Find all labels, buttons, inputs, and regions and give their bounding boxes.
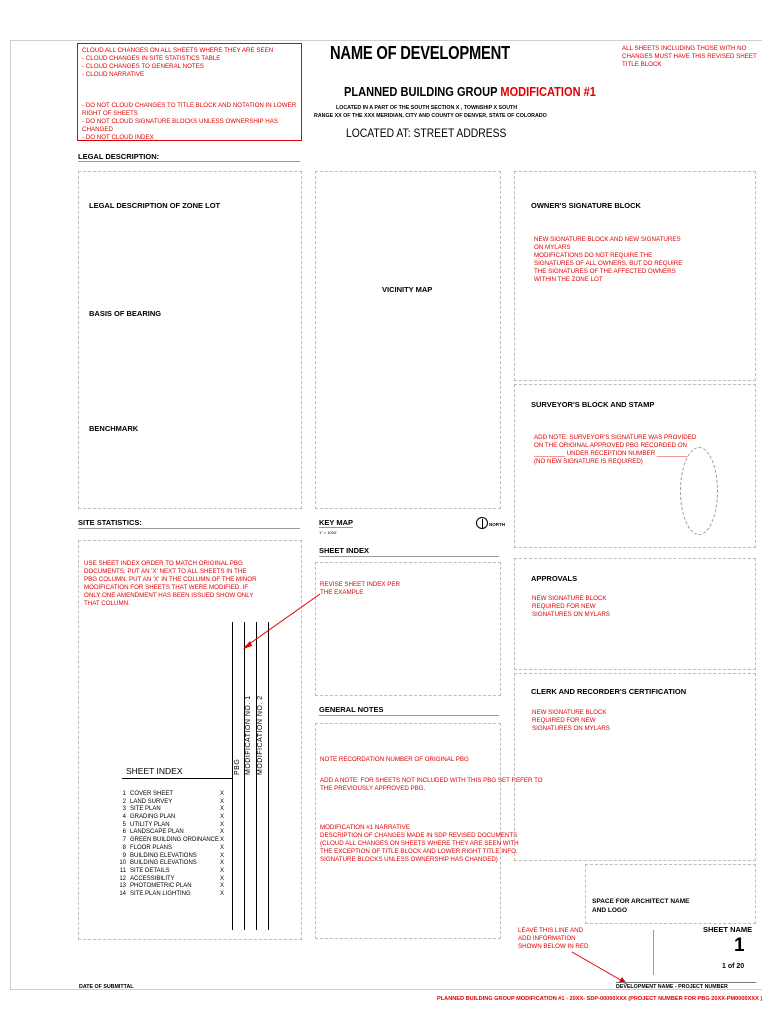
- sheet-index-row: [113, 883, 230, 891]
- sheet-index-title-rule: [122, 778, 232, 779]
- col-mod2-label: MODIFICATION NO. 2: [257, 695, 264, 775]
- north-label: NORTH: [489, 522, 505, 527]
- general-notes-rule: [319, 715, 499, 716]
- sheet-index-number: 8: [122, 844, 126, 851]
- title-block-divider: [653, 930, 654, 975]
- sheet-index-number: 10: [119, 860, 126, 867]
- sheet-index-pbg-mark: X: [220, 814, 225, 821]
- surveyor-note: ADD NOTE: SURVEYOR'S SIGNATURE WAS PROVIDED ON THE ORIGINAL APPROVED PBG RECORDED ON _________ UNDER RECEPTION NUMBER _________ (NO NEW SIGNATURE IS REQUIRED): [534, 434, 697, 465]
- sheet-index-pbg-mark: X: [220, 821, 225, 828]
- sheet-index-pbg-mark: X: [220, 798, 225, 805]
- sheet-index-number: 1: [122, 791, 126, 797]
- col-pbg-label: PBG: [234, 758, 241, 775]
- date-of-submittal: DATE OF SUBMITTAL: [79, 984, 134, 990]
- sheet-index-block-rule: [319, 556, 499, 557]
- sheet-index-row: [113, 876, 230, 884]
- architect-label: SPACE FOR ARCHITECT NAME AND LOGO: [592, 898, 690, 914]
- sheet-index-name: GRADING PLAN: [130, 814, 176, 821]
- surveyor-stamp-circle: [680, 447, 718, 535]
- sheet-index-col-rule-2: [244, 622, 245, 930]
- sheet-index-row: [113, 799, 230, 807]
- key-map-heading: KEY MAP: [319, 518, 354, 527]
- architect-box: [585, 864, 756, 924]
- sheet-index-number: 4: [122, 814, 126, 821]
- sheet-index-number: 5: [122, 821, 126, 828]
- pbg-label: PLANNED BUILDING GROUP: [344, 84, 498, 99]
- sheet-index-block-heading: SHEET INDEX: [319, 546, 370, 555]
- sheet-index-name: ACCESSIBILITY: [130, 875, 175, 882]
- sheet-index-name: SITE PLAN LIGHTING: [130, 890, 191, 897]
- zone-lot-label: LEGAL DESCRIPTION OF ZONE LOT: [89, 201, 221, 210]
- sheet-index-name: BUILDING ELEVATIONS: [130, 852, 197, 859]
- pbg-title: [344, 84, 596, 99]
- sheet-index-pbg-mark: X: [220, 806, 225, 813]
- cloud-notes-box: [77, 43, 302, 141]
- sheet-index-name: COVER SHEET: [130, 791, 174, 797]
- sheet-index-row: [113, 829, 230, 837]
- sheet-index-pbg-mark: X: [220, 883, 225, 890]
- owners-signature-heading: OWNER'S SIGNATURE BLOCK: [531, 201, 641, 210]
- development-project-number: DEVELOPMENT NAME - PROJECT NUMBER: [616, 984, 728, 990]
- sheet-index-number: 14: [119, 890, 126, 897]
- general-note-3: MODIFICATION #1 NARRATIVE DESCRIPTION OF CHANGES MADE IN SDP REVISED DOCUMENTS (CLOUD ALL CHANGES ON SHEETS WHERE THEY ARE SEEN WITH THE EXCEPTION OF TITLE BLOCK AND LOWER RIGHT TITLE INFO. SIGNATURE BLOCKS UNLESS OWNERSHIP HAS CHANGED): [320, 824, 519, 863]
- surveyor-heading: SURVEYOR'S BLOCK AND STAMP: [531, 400, 655, 409]
- site-statistics-rule: [78, 528, 300, 529]
- sheet-index-name: SITE DETAILS: [130, 867, 170, 874]
- leave-line-note: LEAVE THIS LINE AND ADD INFORMATION SHOWN BELOW IN RED: [518, 927, 589, 950]
- legal-heading-rule: [78, 161, 300, 162]
- site-statistics-note: USE SHEET INDEX ORDER TO MATCH ORIGINAL PBG DOCUMENTS; PUT AN 'X' NEXT TO ALL SHEETS IN THE PBG COLUMN. PUT AN 'X' IN THE COLUMN OF THE MINOR MODIFICATION FOR SHEETS THAT WERE MODIFIED. IF ONLY ONE AMENDMENT HAS BEEN ISSUED SHOW ONLY THAT COLUMN.: [84, 560, 257, 607]
- sheet-index-list: [113, 791, 230, 899]
- location-line-1: LOCATED IN A PART OF THE SOUTH SECTION X , TOWNSHIP X SOUTH: [336, 105, 518, 111]
- sheet-index-row: [113, 837, 230, 845]
- basis-of-bearing-label: BASIS OF BEARING: [89, 309, 162, 318]
- approvals-note: NEW SIGNATURE BLOCK REQUIRED FOR NEW SIGNATURES ON MYLARS: [532, 595, 610, 618]
- key-map-scale: 1" = 1000': [319, 530, 337, 535]
- sheet-index-block-note: REVISE SHEET INDEX PER THE EXAMPLE: [320, 581, 401, 596]
- sheet-index-number: 6: [122, 829, 126, 836]
- sheet-index-number: 3: [122, 806, 126, 813]
- sheet-index-name: GREEN BUILDING ORDINANCE: [130, 837, 220, 844]
- sheet-index-name: LANDSCAPE PLAN: [130, 829, 184, 836]
- modification-label: MODIFICATION #1: [500, 84, 596, 99]
- sheet-index-row: [113, 822, 230, 830]
- sheet-index-title: SHEET INDEX: [126, 766, 183, 776]
- general-note-2: ADD A NOTE: FOR SHEETS NOT INCLUDED WITH THIS PBG SET REFER TO THE PREVIOUSLY APPROVED PBG.: [320, 777, 543, 792]
- cloud-notes-text-1: CLOUD ALL CHANGES ON ALL SHEETS WHERE THEY ARE SEEN - CLOUD CHANGES IN SITE STATISTICS TABLE - CLOUD CHANGES TO GENERAL NOTES - CLOUD NARRATIVE: [82, 47, 274, 78]
- clerk-note: NEW SIGNATURE BLOCK REQUIRED FOR NEW SIGNATURES ON MYLARS: [532, 709, 610, 732]
- sheet-number: 1: [734, 935, 745, 956]
- sheet-index-row: [113, 868, 230, 876]
- sheet-index-row: [113, 814, 230, 822]
- site-statistics-heading: SITE STATISTICS:: [78, 518, 142, 527]
- sheet-index-number: 13: [119, 883, 126, 890]
- red-arrow-icon: [240, 590, 320, 650]
- street-address: LOCATED AT: STREET ADDRESS: [346, 128, 507, 140]
- sheet-index-number: 9: [122, 852, 126, 859]
- sheet-index-row: [113, 891, 230, 899]
- approvals-heading: APPROVALS: [531, 574, 578, 583]
- clerk-heading: CLERK AND RECORDER'S CERTIFICATION: [531, 687, 687, 696]
- sheet-index-row: [113, 806, 230, 814]
- sheet-of-label: 1 of 20: [722, 963, 745, 970]
- sheet-index-name: LAND SURVEY: [130, 798, 173, 805]
- sheet-index-pbg-mark: X: [220, 852, 225, 859]
- sheet-index-number: 11: [119, 867, 126, 874]
- vicinity-map-box: [315, 171, 501, 509]
- sheet-index-number: 7: [122, 837, 126, 844]
- cloud-notes-text-2: - DO NOT CLOUD CHANGES TO TITLE BLOCK AND NOTATION IN LOWER RIGHT OF SHEETS - DO NOT CLOUD SIGNATURE BLOCKS UNLESS OWNERSHIP HAS CHANGED - DO NOT CLOUD INDEX: [82, 102, 297, 141]
- sheet-index-pbg-mark: X: [220, 860, 225, 867]
- sheet-index-col-rule-3: [256, 622, 257, 930]
- sheet-index-col-rule-4: [268, 622, 269, 930]
- red-arrow-2-icon: [570, 950, 630, 986]
- sheet-index-row: [113, 853, 230, 861]
- vicinity-map-label: VICINITY MAP: [382, 285, 433, 294]
- col-mod1-label: MODIFICATION NO. 1: [245, 695, 252, 775]
- sheet-name-label: SHEET NAME: [703, 925, 753, 934]
- sheet-index-pbg-mark: X: [220, 829, 225, 836]
- sheet-index-number: 12: [119, 875, 126, 882]
- legal-description-heading: LEGAL DESCRIPTION:: [78, 152, 160, 161]
- sheet-index-row: [113, 845, 230, 853]
- sheet-index-pbg-mark: X: [220, 890, 225, 897]
- sheet-index-pbg-mark: X: [220, 837, 225, 844]
- sheet-index-pbg-mark: X: [220, 867, 225, 874]
- sheet-index-name: SITE PLAN: [130, 806, 161, 813]
- sheet-index-name: FLOOR PLANS: [130, 844, 173, 851]
- sheet-index-pbg-mark: X: [220, 875, 225, 882]
- sheet-index-row: [113, 791, 230, 799]
- sheet-index-name: BUILDING ELEVATIONS: [130, 860, 197, 867]
- general-notes-heading: GENERAL NOTES: [319, 705, 384, 714]
- general-note-1: NOTE RECORDATION NUMBER OF ORIGINAL PBG: [320, 756, 469, 763]
- sheet-index-name: PHOTOMETRIC PLAN: [130, 883, 192, 890]
- sheet-index-name: UTILITY PLAN: [130, 821, 170, 828]
- sheet-index-pbg-mark: X: [220, 844, 225, 851]
- development-name: NAME OF DEVELOPMENT: [330, 43, 510, 63]
- clerk-box: [514, 673, 756, 861]
- footer-rule: [616, 982, 756, 983]
- sheet-index-row: [113, 860, 230, 868]
- sheet-index-number: 2: [122, 798, 126, 805]
- owners-signature-note: NEW SIGNATURE BLOCK AND NEW SIGNATURES ON MYLARS MODIFICATIONS DO NOT REQUIRE THE SIGNATURES OF ALL OWNERS, BUT DO REQUIRE THE SIGNATURES OF THE AFFECTED OWNERS WITHIN THE ZONE LOT: [534, 236, 683, 283]
- key-map-rule: [319, 527, 353, 528]
- north-arrow-icon: [476, 517, 488, 529]
- benchmark-label: BENCHMARK: [89, 424, 139, 433]
- title-block-note: ALL SHEETS INCLUDING THOSE WITH NO CHANGES MUST HAVE THIS REVISED SHEET TITLE BLOCK: [622, 45, 757, 68]
- location-line-2: RANGE XX OF THE XXX MERIDIAN, CITY AND COUNTY OF DENVER, STATE OF COLORADO: [314, 113, 547, 119]
- footer-project-line: PLANNED BUILDING GROUP MODIFICATION #1 - 20XX- SDP-00000XXX (PROJECT NUMBER FOR PBG 20XX-PM0000XXX ): [437, 996, 763, 1002]
- sheet-index-col-rule-1: [232, 622, 233, 930]
- legal-description-box: [78, 171, 302, 509]
- sheet-index-pbg-mark: X: [220, 791, 225, 797]
